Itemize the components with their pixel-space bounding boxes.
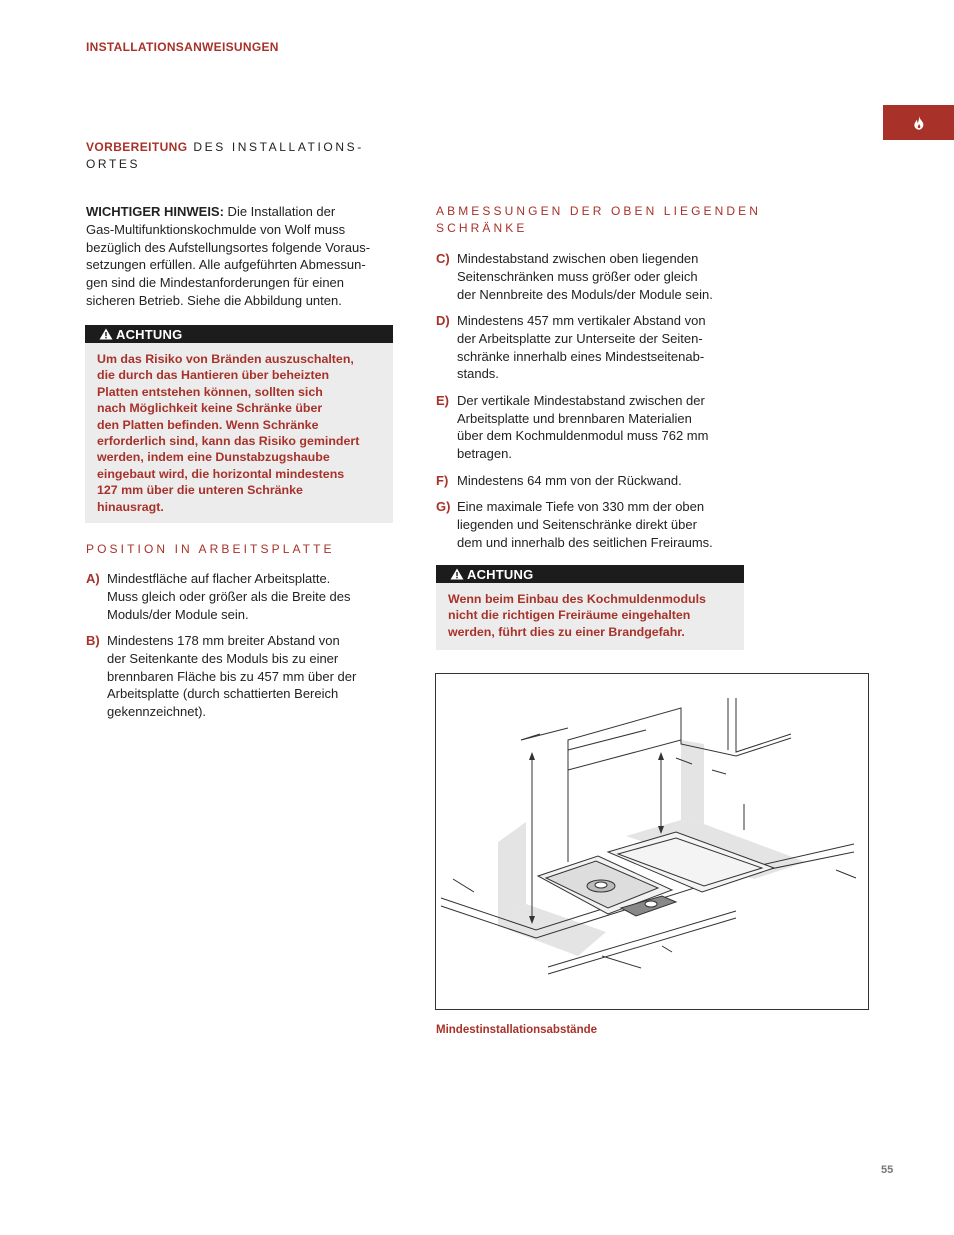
warning-line: nach Möglichkeit keine Schränke über <box>97 401 323 416</box>
warning-line: werden, indem eine Dunstabzugshaube <box>97 450 330 465</box>
warning-line: nicht die richtigen Freiräume eingehalten <box>448 608 691 623</box>
warning-box-fire-risk <box>85 325 393 523</box>
warning-line: hinausragt. <box>97 499 164 514</box>
installation-clearance-diagram <box>435 673 869 1010</box>
dim-tick-5 <box>712 770 726 774</box>
control-knob <box>645 901 657 907</box>
item-line: der Seitenkante des Moduls bis zu einer <box>107 650 339 666</box>
burner-cap-inner <box>595 882 607 888</box>
item-line: Mindestens 457 mm vertikaler Abstand von <box>457 312 706 328</box>
dim-tick <box>521 734 540 740</box>
item-letter: C) <box>436 251 450 266</box>
notice-line: Gas-Multifunktionskochmulde von Wolf muss <box>86 221 346 237</box>
preparation-heading-rest: DES INSTALLATIONS- <box>187 140 364 154</box>
position-list <box>86 570 396 730</box>
preparation-heading-bold: VORBEREITUNG <box>86 140 188 154</box>
notice-line: setzungen erfüllen. Alle aufgeführten Abmessun- <box>86 257 366 273</box>
item-text <box>457 312 706 383</box>
item-letter: B) <box>86 632 100 648</box>
item-line: betragen. <box>457 446 512 462</box>
warning-line: den Platten befinden. Wenn Schränke <box>97 417 319 432</box>
notice-line: sicheren Betrieb. Siehe die Abbildung unten. <box>86 292 342 308</box>
item-line: der Arbeitsplatte zur Unterseite der Seiten- <box>457 330 703 346</box>
warning-bar <box>436 565 744 583</box>
arrow-head <box>529 752 535 760</box>
warning-line: werden, führt dies zu einer Brandgefahr. <box>448 624 685 639</box>
item-text <box>457 498 713 551</box>
list-item <box>436 392 756 463</box>
warning-triangle-icon <box>450 568 464 580</box>
clearance-drawing <box>436 674 868 1009</box>
preparation-heading <box>86 139 396 173</box>
item-line: Mindestabstand zwischen oben liegenden <box>457 251 699 266</box>
right-clearance-zone <box>681 740 704 824</box>
list-item <box>436 472 756 490</box>
item-line: über dem Kochmuldenmodul muss 762 mm <box>457 428 709 444</box>
warning-line: 127 mm über die unteren Schränke <box>97 483 303 498</box>
dim-tick-2 <box>453 879 474 892</box>
flame-icon <box>913 116 925 130</box>
warning-box-clearance <box>436 565 744 650</box>
item-line: liegenden und Seitenschränke direkt über <box>457 516 697 532</box>
list-item <box>436 250 756 303</box>
notice-line: Die Installation der <box>223 204 336 219</box>
important-notice-label: WICHTIGER HINWEIS: <box>86 204 224 219</box>
warning-line: Platten entstehen können, sollten sich <box>97 384 323 399</box>
warning-line: Wenn beim Einbau des Kochmuldenmoduls <box>448 592 706 606</box>
item-letter: G) <box>436 498 451 514</box>
item-line: dem und innerhalb des seitlichen Freiraums. <box>457 534 713 550</box>
warning-triangle-icon <box>99 328 113 340</box>
warning-bar <box>85 325 393 343</box>
warning-line: die durch das Hantieren über beheizten <box>97 368 330 383</box>
notice-line: gen sind die Mindestanforderungen für einen <box>86 275 345 291</box>
arrow-head <box>658 752 664 760</box>
heading-line: ABMESSUNGEN DER OBEN LIEGENDEN <box>436 204 762 218</box>
item-line: gekennzeichnet). <box>107 704 207 720</box>
item-line: Seitenschränken muss größer oder gleich <box>457 268 698 284</box>
page-header-title: INSTALLATIONSANWEISUNGEN <box>86 40 279 54</box>
ceiling-guide-2 <box>568 730 646 750</box>
item-text <box>457 472 682 490</box>
item-line: schränke innerhalb eines Mindestseitenab- <box>457 348 705 364</box>
notice-line: bezüglich des Aufstellungsortes folgende Voraus- <box>86 239 371 255</box>
figure-caption: Mindestinstallationsabstände <box>436 1024 598 1036</box>
item-letter: F) <box>436 472 449 488</box>
item-line: Der vertikale Mindestabstand zwischen der <box>457 392 705 408</box>
warning-line: erforderlich sind, kann das Risiko gemindert <box>97 434 360 449</box>
dim-tick-6 <box>602 956 641 968</box>
item-line: Eine maximale Tiefe von 330 mm der oben <box>457 498 705 514</box>
list-item <box>436 312 756 383</box>
heading-line: SCHRÄNKE <box>436 221 528 235</box>
list-item <box>436 498 756 551</box>
dim-tick-3 <box>836 870 856 878</box>
item-line: Mindestfläche auf flacher Arbeitsplatte. <box>107 571 331 586</box>
item-text <box>107 632 356 721</box>
list-item <box>86 570 396 623</box>
cabinet-dimensions-list <box>436 250 756 560</box>
warning-label: ACHTUNG <box>116 326 183 342</box>
item-letter: A) <box>86 571 100 586</box>
warning-text <box>436 583 744 640</box>
item-letter: E) <box>436 392 449 408</box>
item-text <box>107 570 351 623</box>
item-line: stands. <box>457 366 499 382</box>
item-line: Moduls/der Module sein. <box>107 606 249 622</box>
item-letter: D) <box>436 312 450 328</box>
item-line: brennbaren Fläche bis zu 457 mm über der <box>107 668 357 684</box>
list-item <box>86 632 396 721</box>
warning-line: eingebaut wird, die horizontal mindestens <box>97 466 345 481</box>
page-number: 55 <box>881 1164 894 1176</box>
section-tab <box>883 105 954 140</box>
item-line: Arbeitsplatte (durch schattierten Bereich <box>107 686 339 702</box>
item-line: der Nennbreite des Moduls/der Module sein. <box>457 286 713 302</box>
item-text <box>457 392 708 463</box>
item-line: Muss gleich oder größer als die Breite des <box>107 588 351 604</box>
important-notice <box>86 203 404 310</box>
preparation-heading-rest-2: ORTES <box>86 157 141 171</box>
cabinet-dimensions-heading <box>436 203 766 237</box>
dim-tick-7 <box>662 946 672 952</box>
item-text <box>457 250 713 303</box>
warning-label: ACHTUNG <box>467 566 534 582</box>
item-line: Arbeitsplatte und brennbaren Materialien <box>457 410 692 426</box>
item-line: Mindestens 178 mm breiter Abstand von <box>107 632 340 648</box>
item-line: Mindestens 64 mm von der Rückwand. <box>457 472 682 488</box>
right-cabinet-side-2 <box>736 698 791 752</box>
warning-text <box>85 343 393 515</box>
position-heading: POSITION IN ARBEITSPLATTE <box>86 542 335 556</box>
warning-line: Um das Risiko von Bränden auszuschalten, <box>97 352 354 366</box>
